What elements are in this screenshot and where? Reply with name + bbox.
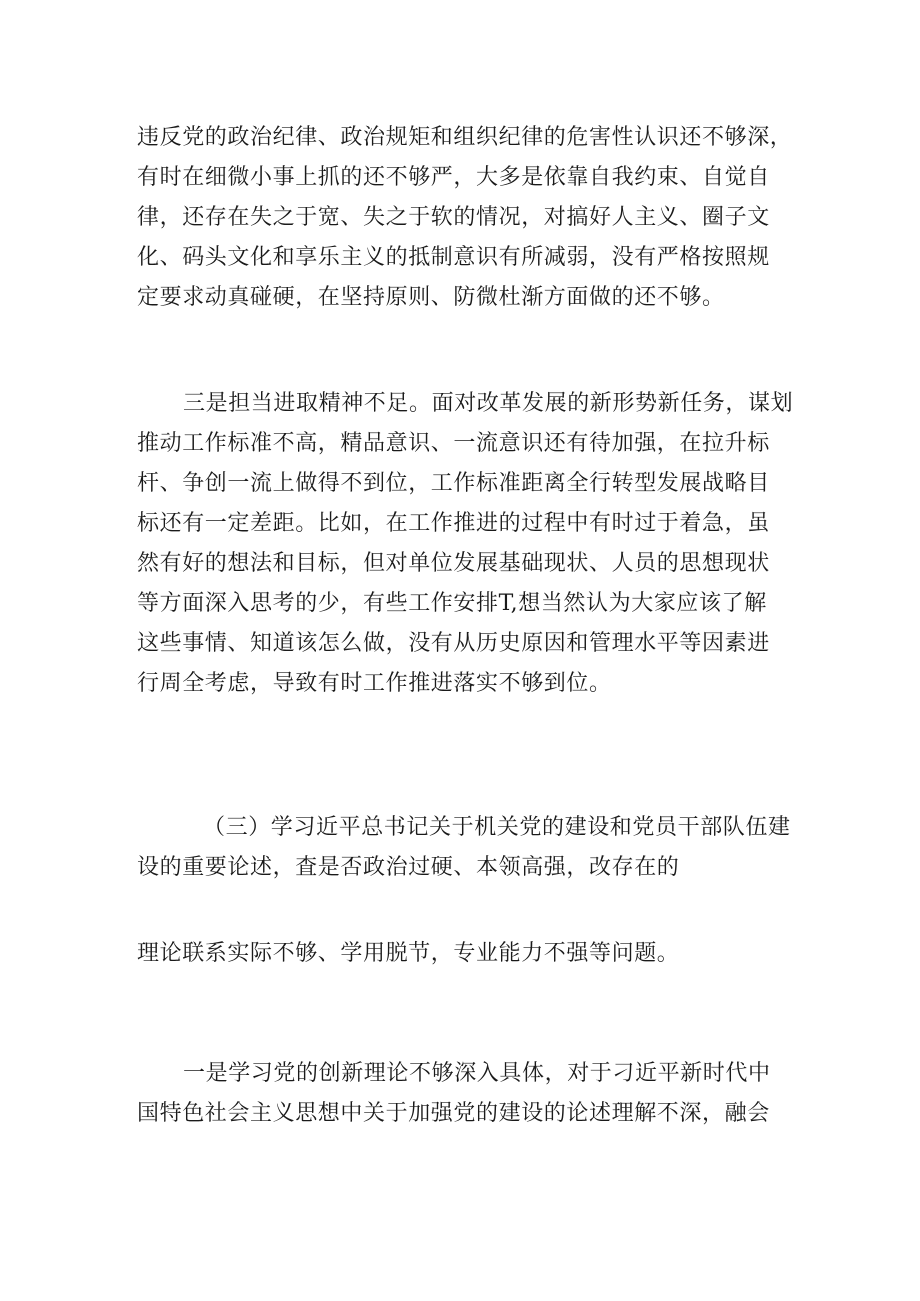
text-line: 行周全考虑，导致有时工作推进落实不够到位。 [137,671,612,696]
text-line: 化、码头文化和享乐主义的抵制意识有所减弱，没有严格按照规 [137,245,770,270]
text-line: （三）学习近平总书记关于机关党的建设和党员干部队伍建 [203,815,791,840]
text-line: 等方面深入思考的少，有些工作安排T,想当然认为大家应该了解 [137,591,767,616]
text-line: 律，还存在失之于宽、失之于软的情况，对搞好人主义、圈子文 [137,205,770,230]
text-line: 这些事情、知道该怎么做，没有从历史原因和管理水平等因素进 [137,631,770,656]
section-heading-continuation [137,934,797,974]
text-line: 三是担当进取精神不足。面对改革发展的新形势新任务，谋划 [183,391,794,416]
section-heading-three [137,808,797,888]
text-line: 一是学习党的创新理论不够深入具体，对于刁近平新时代中 [183,1061,771,1086]
text-line: 国特色社会主义思想中关于加强党的建设的论述理解不深，融会 [137,1101,770,1126]
text-line: 标还有一定差距。比如，在工作推进的过程中有时过于着急，虽 [137,511,770,536]
paragraph-innovation-theory [137,1054,797,1134]
text-line: 违反党的政治纪律、政治规矩和组织纪律的危害性认识还不够深， [137,125,793,150]
text-line: 然有好的想法和目标，但对单位发展基础现状、人员的思想现状 [137,551,770,576]
paragraph-responsibility [137,384,797,704]
text-line: 理论联系实际不够、学用脱节，专业能力不强等问题。 [137,941,680,966]
text-line: 设的重要论述，査是否政治过硬、本领高强，改存在的 [137,855,680,880]
text-line: 有时在细微小事上抓的还不够严，大多是依靠自我约束、自觉自 [137,165,770,190]
text-line: 推动工作标准不高，精品意识、一流意识还有待加强，在拉升标 [137,431,770,456]
paragraph-discipline [137,118,797,318]
text-line: 定要求动真碰硬，在坚持原则、防微杜渐方面做的还不够。 [137,285,725,310]
text-line: 杆、争创一流上做得不到位，工作标准距离全行转型发展战略目 [137,471,770,496]
